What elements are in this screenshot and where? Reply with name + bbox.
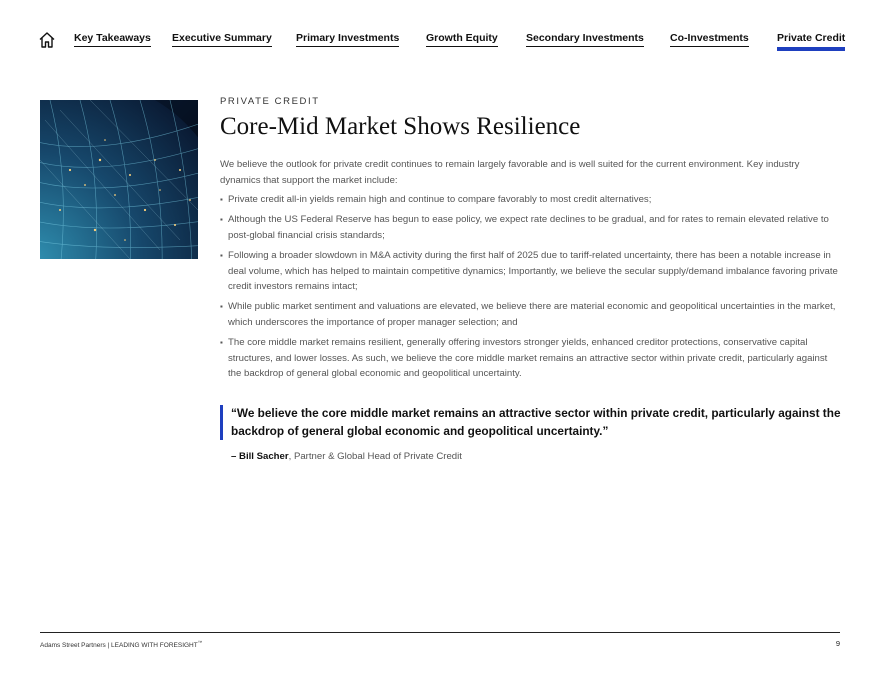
hero-image: [40, 100, 198, 259]
bullet-item: ▪ While public market sentiment and valuations are elevated, we believe there are material economic and geopolitical uncertainties in the market, which underscores the importance of proper manager selection; and: [220, 299, 840, 331]
footer-brand: [40, 640, 202, 649]
bullet-item: ▪ Although the US Federal Reserve has begun to ease policy, we expect rate declines to be gradual, and for rates to remain elevated relative to post-global financial crisis standards;: [220, 212, 840, 244]
attribution-role: , Partner & Global Head of Private Credit: [288, 451, 462, 462]
top-navigation: [38, 30, 846, 54]
section-eyebrow: PRIVATE CREDIT: [220, 96, 320, 107]
bullet-item: ▪ Private credit all-in yields remain high and continue to compare favorably to most credit alternatives;: [220, 192, 840, 208]
pull-quote: [220, 405, 842, 440]
nav-key-takeaways[interactable]: Key Takeaways: [74, 32, 151, 47]
home-icon[interactable]: [38, 31, 56, 49]
attribution-name: Bill Sacher: [239, 451, 289, 462]
page-title: Core-Mid Market Shows Resilience: [220, 113, 581, 140]
bullet-item: ▪ The core middle market remains resilient, generally offering investors stronger yields, enhanced creditor protections, conservative capital structures, and lower losses. As such, we believe the core middle market remains an attractive sector within private credit, particularly against the backdrop of general global economic and geopolitical uncertainty.: [220, 335, 840, 382]
nav-executive-summary[interactable]: Executive Summary: [172, 32, 272, 47]
footer-divider: [40, 632, 840, 633]
nav-primary-investments[interactable]: Primary Investments: [296, 32, 399, 47]
bullet-list: [220, 192, 840, 382]
nav-secondary-investments[interactable]: Secondary Investments: [526, 32, 644, 47]
footer-text: Adams Street Partners | LEADING WITH FORESIGHT: [40, 642, 198, 650]
quote-text: “We believe the core middle market remains an attractive sector within private credit, particularly against the backdrop of general global economic and geopolitical uncertainty.”: [231, 406, 841, 438]
main-content: [220, 96, 840, 386]
nav-co-investments[interactable]: Co-Investments: [670, 32, 749, 47]
nav-private-credit[interactable]: Private Credit: [777, 32, 845, 51]
trademark-symbol: ™: [197, 640, 203, 645]
intro-paragraph: We believe the outlook for private credit continues to remain largely favorable and is well suited for the current environment. Key industry dynamics that support the market include:: [220, 159, 800, 186]
page-number: 9: [835, 639, 840, 648]
bullet-item: ▪ Following a broader slowdown in M&A activity during the first half of 2025 due to tariff-related uncertainty, there has been a notable increase in deal volume, which has helped to maintain competitive dynamics; Importantly, we believe the secular supply/demand imbalance favoring private credit investors remains intact;: [220, 248, 840, 295]
quote-attribution: [231, 451, 462, 462]
attribution-dash: –: [231, 451, 240, 462]
nav-growth-equity[interactable]: Growth Equity: [426, 32, 498, 47]
